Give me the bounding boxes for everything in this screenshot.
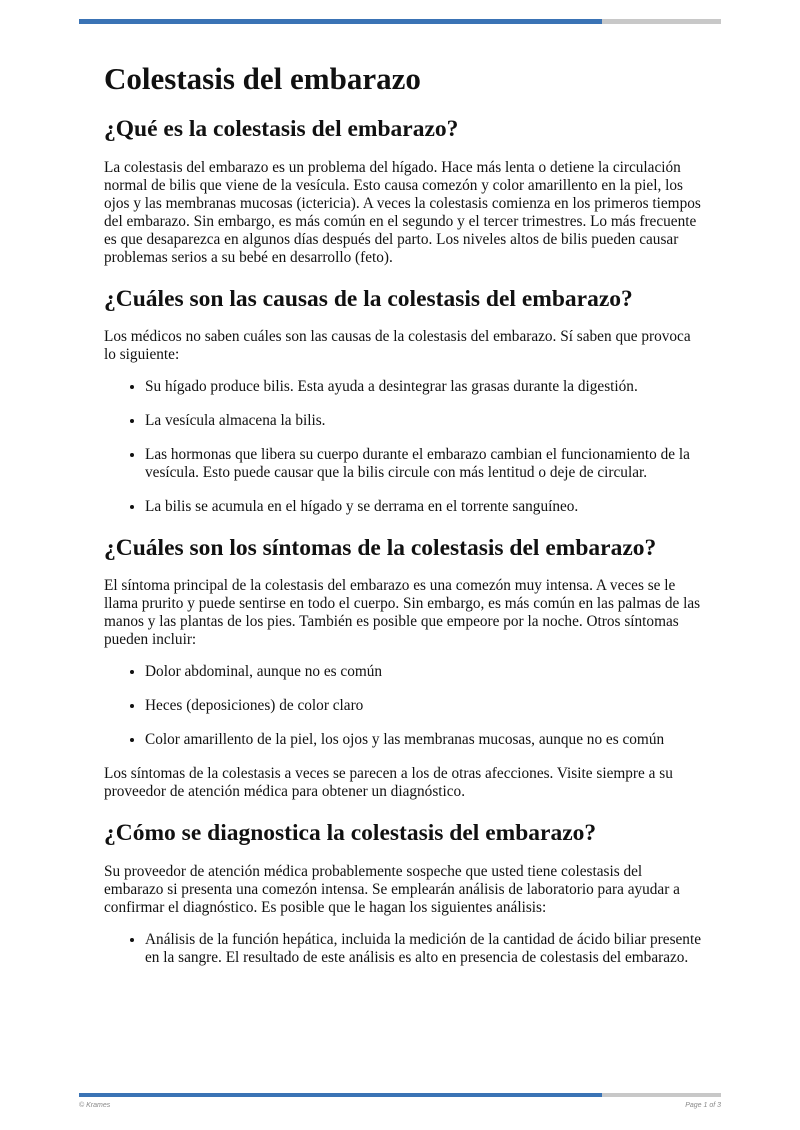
section-heading: ¿Cuáles son los síntomas de la colestasis del embarazo?	[104, 534, 657, 561]
list-item: • Dolor abdominal, aunque no es común	[145, 663, 704, 681]
page-number: Page 1 of 3	[685, 1102, 721, 1109]
page-title: Colestasis del embarazo	[104, 61, 421, 96]
section-diagnosis	[104, 819, 704, 966]
bottom-accent-bar-blue	[79, 1093, 602, 1097]
top-accent-bar	[79, 19, 721, 24]
bottom-accent-bar-gray	[602, 1093, 721, 1097]
paragraph: La colestasis del embarazo es un problema del hígado. Hace más lenta o detiene la circulación normal de bilis que viene de la vesícula. Esto causa comezón y color amarillento en la piel, los ojos y las membranas mucosas (ictericia). A veces la colestasis comienza en los primeros tiempos del embarazo. Sin embargo, es más común en el segundo y el tercer trimestres. Lo más frecuente es que desaparezca en algunos días después del parto. Los niveles altos de bilis pueden causar problemas serios a su bebé en desarrollo (feto).	[104, 158, 701, 266]
page-footer	[79, 1102, 721, 1109]
list-item: • Heces (deposiciones) de color claro	[145, 697, 704, 715]
bullet-list	[104, 663, 704, 749]
bullet-list	[104, 378, 704, 516]
paragraph: Su proveedor de atención médica probablemente sospeche que usted tiene colestasis del embarazo si presenta una comezón intensa. Se emplearán análisis de laboratorio para ayudar a confirmar el diagnóstico. Es posible que le hagan los siguientes análisis:	[104, 862, 680, 916]
section-heading: ¿Qué es la colestasis del embarazo?	[104, 116, 459, 143]
top-accent-bar-blue	[79, 19, 602, 24]
list-item: • Análisis de la función hepática, incluida la medición de la cantidad de ácido biliar presente en la sangre. El resultado de este análisis es alto en presencia de colestasis del embarazo.	[145, 931, 704, 967]
section-heading: ¿Cómo se diagnostica la colestasis del embarazo?	[104, 820, 597, 847]
paragraph: El síntoma principal de la colestasis del embarazo es una comezón muy intensa. A veces se le llama prurito y puede sentirse en todo el cuerpo. Sin embargo, es más común en las palmas de las manos y las plantas de los pies. También es posible que empeore por la noche. Otros síntomas pueden incluir:	[104, 577, 701, 649]
copyright-text: © Krames	[79, 1102, 111, 1109]
bullet-list	[104, 931, 704, 967]
paragraph: Los médicos no saben cuáles son las causas de la colestasis del embarazo. Sí saben que provoca lo siguiente:	[104, 327, 691, 363]
paragraph: Los síntomas de la colestasis a veces se parecen a los de otras afecciones. Visite siempre a su proveedor de atención médica para obtener un diagnóstico.	[104, 765, 673, 801]
section-what-is	[104, 115, 704, 266]
document-body	[104, 52, 704, 983]
list-item: • Su hígado produce bilis. Esta ayuda a desintegrar las grasas durante la digestión.	[145, 378, 704, 396]
list-item: • Color amarillento de la piel, los ojos y las membranas mucosas, aunque no es común	[145, 731, 704, 749]
section-causes	[104, 285, 704, 516]
list-item: • La bilis se acumula en el hígado y se derrama en el torrente sanguíneo.	[145, 498, 704, 516]
list-item: • La vesícula almacena la bilis.	[145, 412, 704, 430]
section-heading: ¿Cuáles son las causas de la colestasis del embarazo?	[104, 285, 633, 312]
top-accent-bar-gray	[602, 19, 721, 24]
bottom-accent-bar	[79, 1093, 721, 1097]
list-item: • Las hormonas que libera su cuerpo durante el embarazo cambian el funcionamiento de la vesícula. Esto puede causar que la bilis circule con más lentitud o deje de circular.	[145, 446, 704, 482]
section-symptoms	[104, 534, 704, 801]
